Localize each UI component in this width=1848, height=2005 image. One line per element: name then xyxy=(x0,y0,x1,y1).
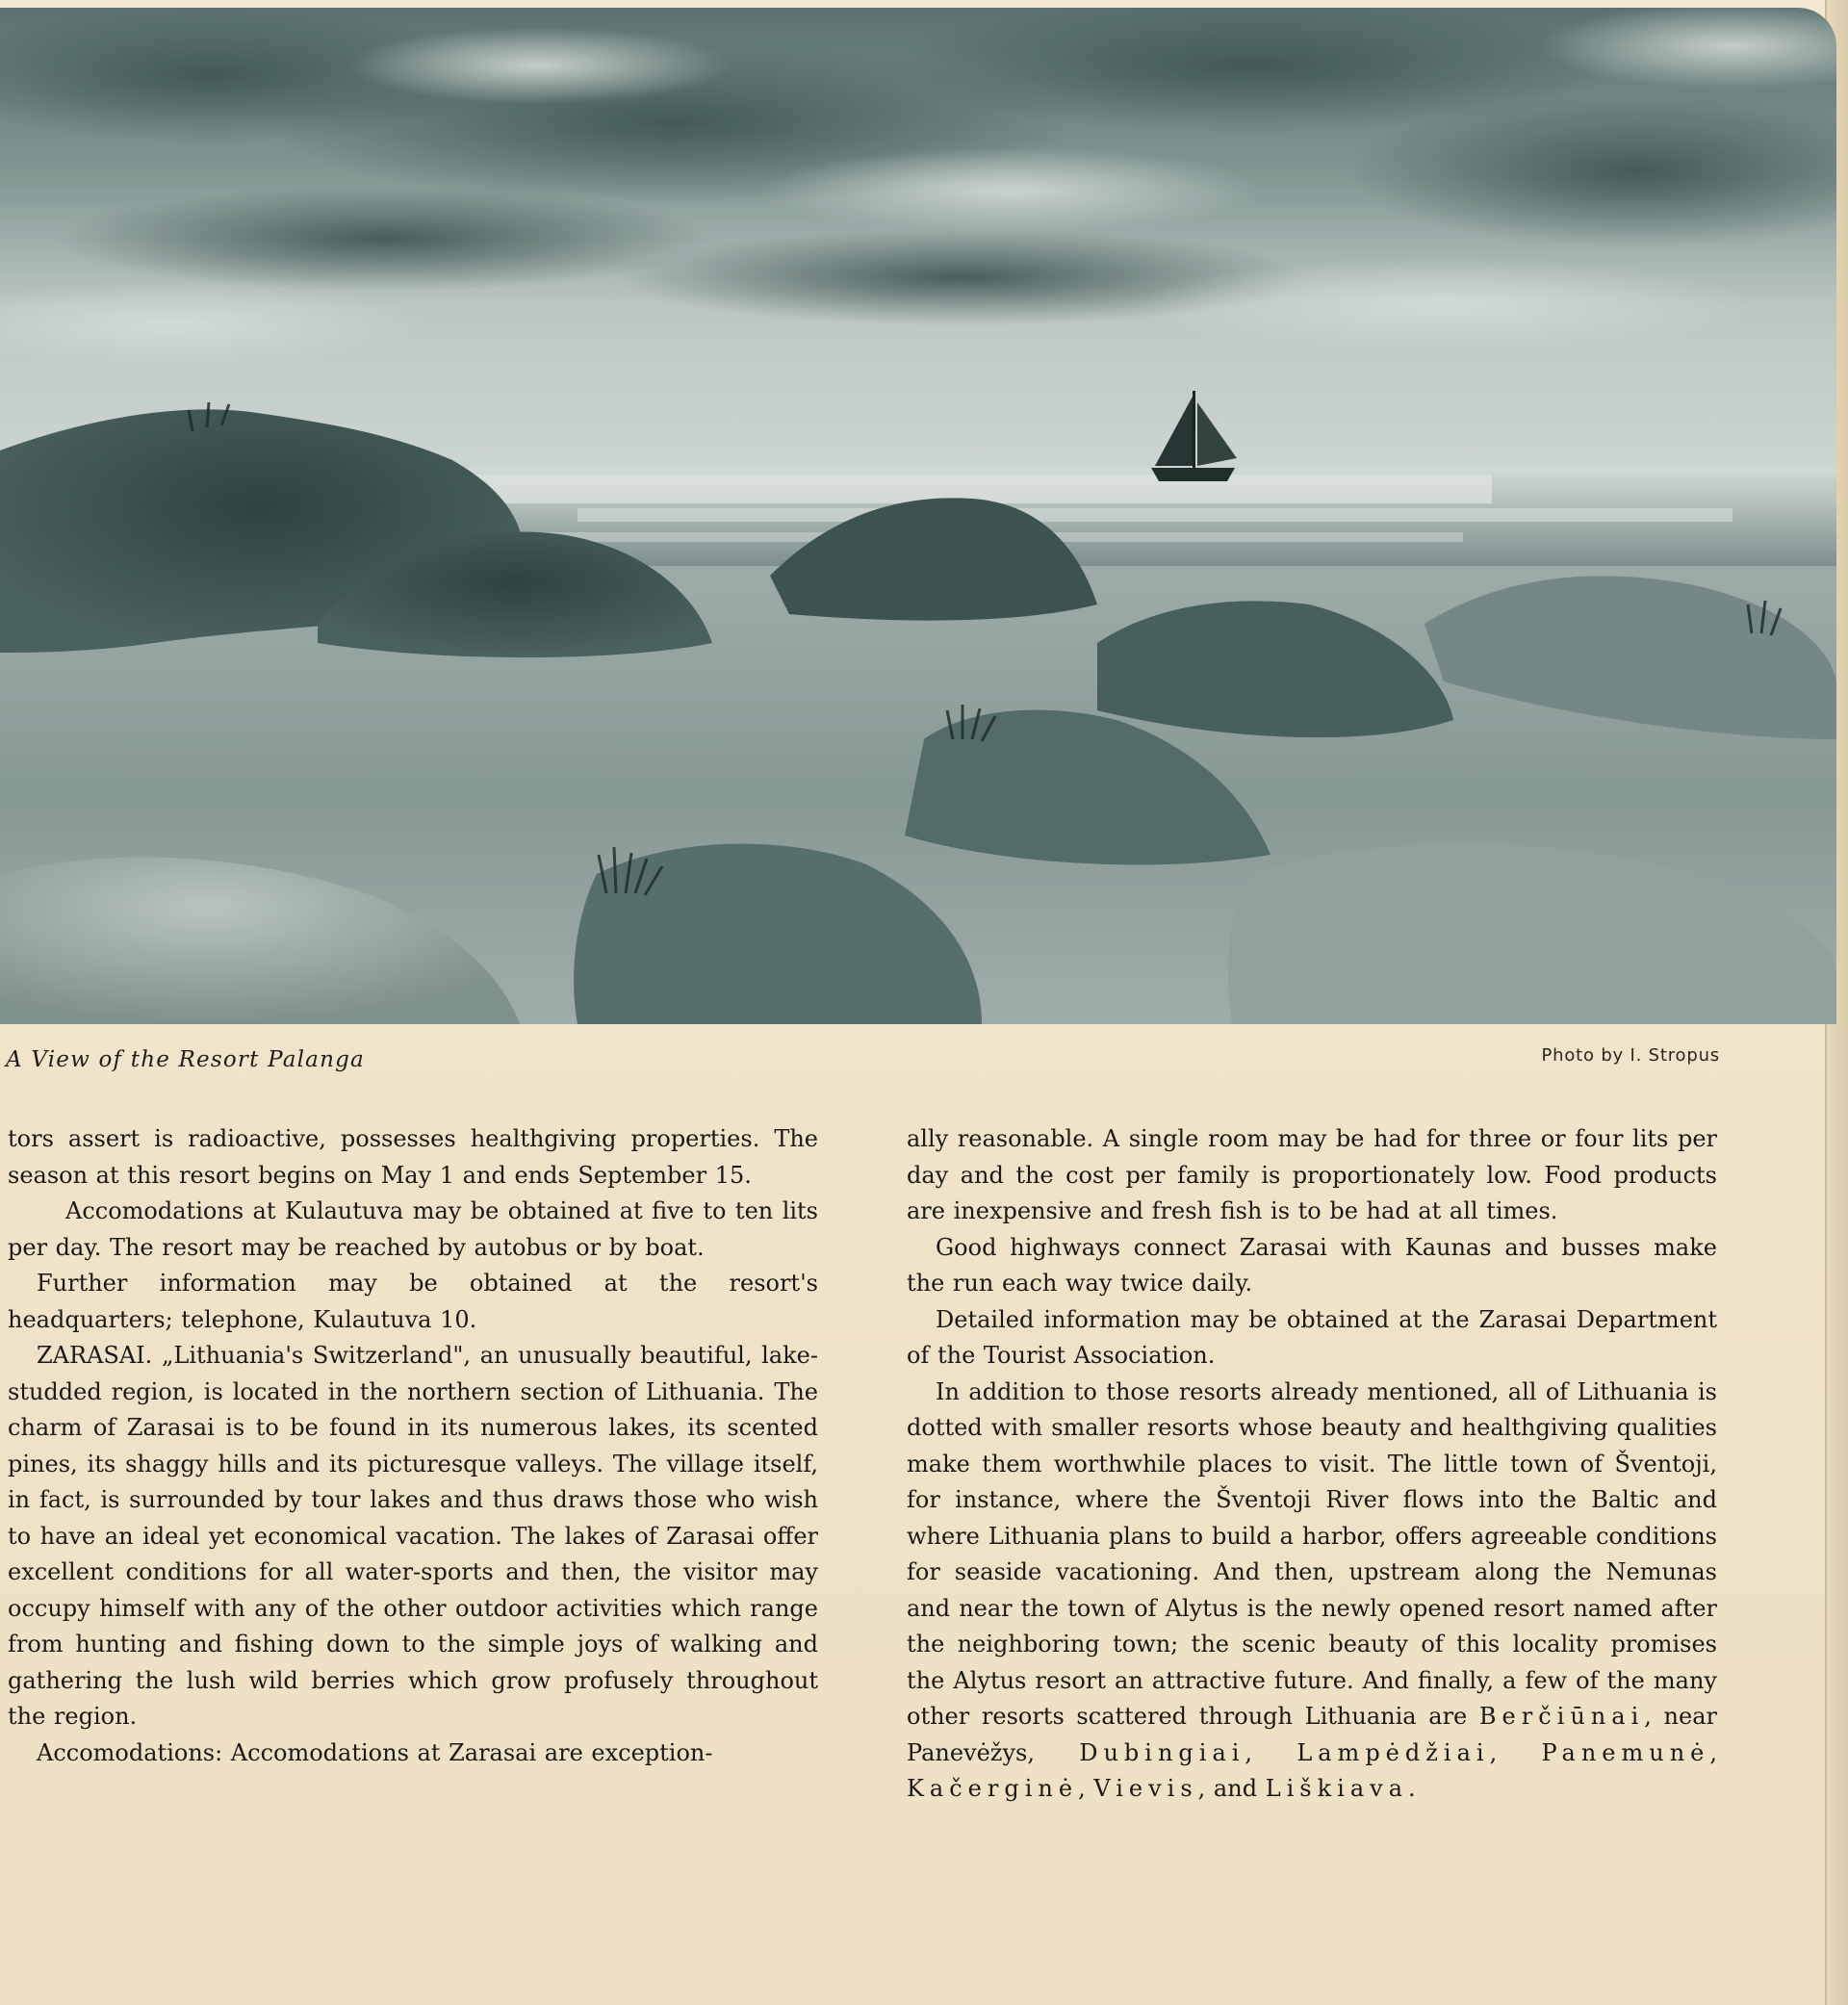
resort-name: Kačerginė xyxy=(907,1775,1079,1802)
photo-caption: A View of the Resort Palanga xyxy=(6,1047,365,1072)
paragraph: Good highways connect Zarasai with Kaunas and busses make the run each way twice daily. xyxy=(907,1233,1717,1297)
paragraph: ZARASAI. „Lithuania's Switzerland", an unusually beautiful, lake-studded region, is located in the northern section of Lithuania. The charm of Zarasai is to be found in its numerous lakes, its scented pines, its shaggy hills and its picturesque valleys. The village itself, in fact, is surrounded by tour lakes and thus draws those who wish to have an ideal yet economical vacation. The lakes of Zarasai offer excellent conditions for all water-sports and then, the visitor may occupy himself with any of the other outdoor activities which range from hunting and fishing down to the simple joys of walking and gathering the lush wild berries which grow profusely throughout the region. xyxy=(8,1342,818,1730)
resort-photo xyxy=(0,8,1836,1024)
resort-name: Berčiūnai xyxy=(1478,1703,1645,1730)
paragraph-text: In addition to those resorts already mentioned, all of Lithuania is dotted with smaller resorts whose beauty and healthgiving qualities make them worthwhile places to visit. The little town of Šventoji, for instance, where the Šventoji River flows into the Baltic and where Lithuania plans to build a harbor, offers agreeable conditions for seaside vacationing. And then, upstream along the Nemunas and near the town of Alytus is the newly opened resort named after the neighboring town; the scenic beauty of this locality promises the Alytus resort an attractive future. And finally, a few of the many other resorts scattered through Lithuania are xyxy=(907,1377,1717,1730)
paragraph: Detailed information may be obtained at the Zarasai Department of the Tourist Association. xyxy=(907,1305,1717,1369)
resort-name: Dubingiai xyxy=(1079,1738,1245,1766)
text: , near Panevėžys, xyxy=(907,1703,1717,1766)
paragraph: In addition to those resorts already mentioned, all of Lithuania is dotted with smaller resorts whose beauty and healthgiving qualities make them worthwhile places to visit. The little town of Šventoji, for instance, where the Šventoji River flows into the Baltic and where Lithuania plans to build a harbor, offers agreeable conditions for seaside vacationing. And then, upstream along the Nemunas and near the town of Alytus is the newly opened resort named after the neighboring town; the scenic beauty of this locality promises the Alytus resort an attractive future. And finally, a few of the many other resorts scattered through Lithuania are Berčiūnai, near Panevėžys, Dubingiai, Lampėdžiai, Panemunė, Kačerginė, Vievis, and Liškiava. xyxy=(907,1377,1718,1802)
right-column xyxy=(907,1121,1717,1808)
paragraph: Accomodations at Kulautuva may be obtained at five to ten lits per day. The resort may be reached by autobus or by boat. xyxy=(8,1197,818,1261)
resort-name: Lampėdžiai xyxy=(1296,1738,1490,1766)
photo-credit: Photo by I. Stropus xyxy=(1541,1045,1720,1066)
beach-dunes-illustration xyxy=(0,8,1836,1024)
resort-name: Panemunė xyxy=(1541,1738,1710,1766)
paragraph: ally reasonable. A single room may be had for three or four lits per day and the cost per family is proportionately low. Food products are inexpensive and fresh fish is to be had at all times. xyxy=(907,1125,1717,1224)
paragraph: Accomodations: Accomodations at Zarasai are exception- xyxy=(37,1738,713,1766)
text: , and xyxy=(1197,1775,1266,1802)
resort-name: Vievis xyxy=(1093,1775,1198,1802)
resort-name: Liškiava xyxy=(1265,1775,1409,1802)
paragraph: Further information may be obtained at the resort's headquarters; telephone, Kulautuva 10. xyxy=(8,1270,818,1333)
left-column xyxy=(8,1121,818,1771)
paragraph: tors assert is radioactive, possesses healthgiving properties. The season at this resort begins on May 1 and ends September 15. xyxy=(8,1125,818,1189)
